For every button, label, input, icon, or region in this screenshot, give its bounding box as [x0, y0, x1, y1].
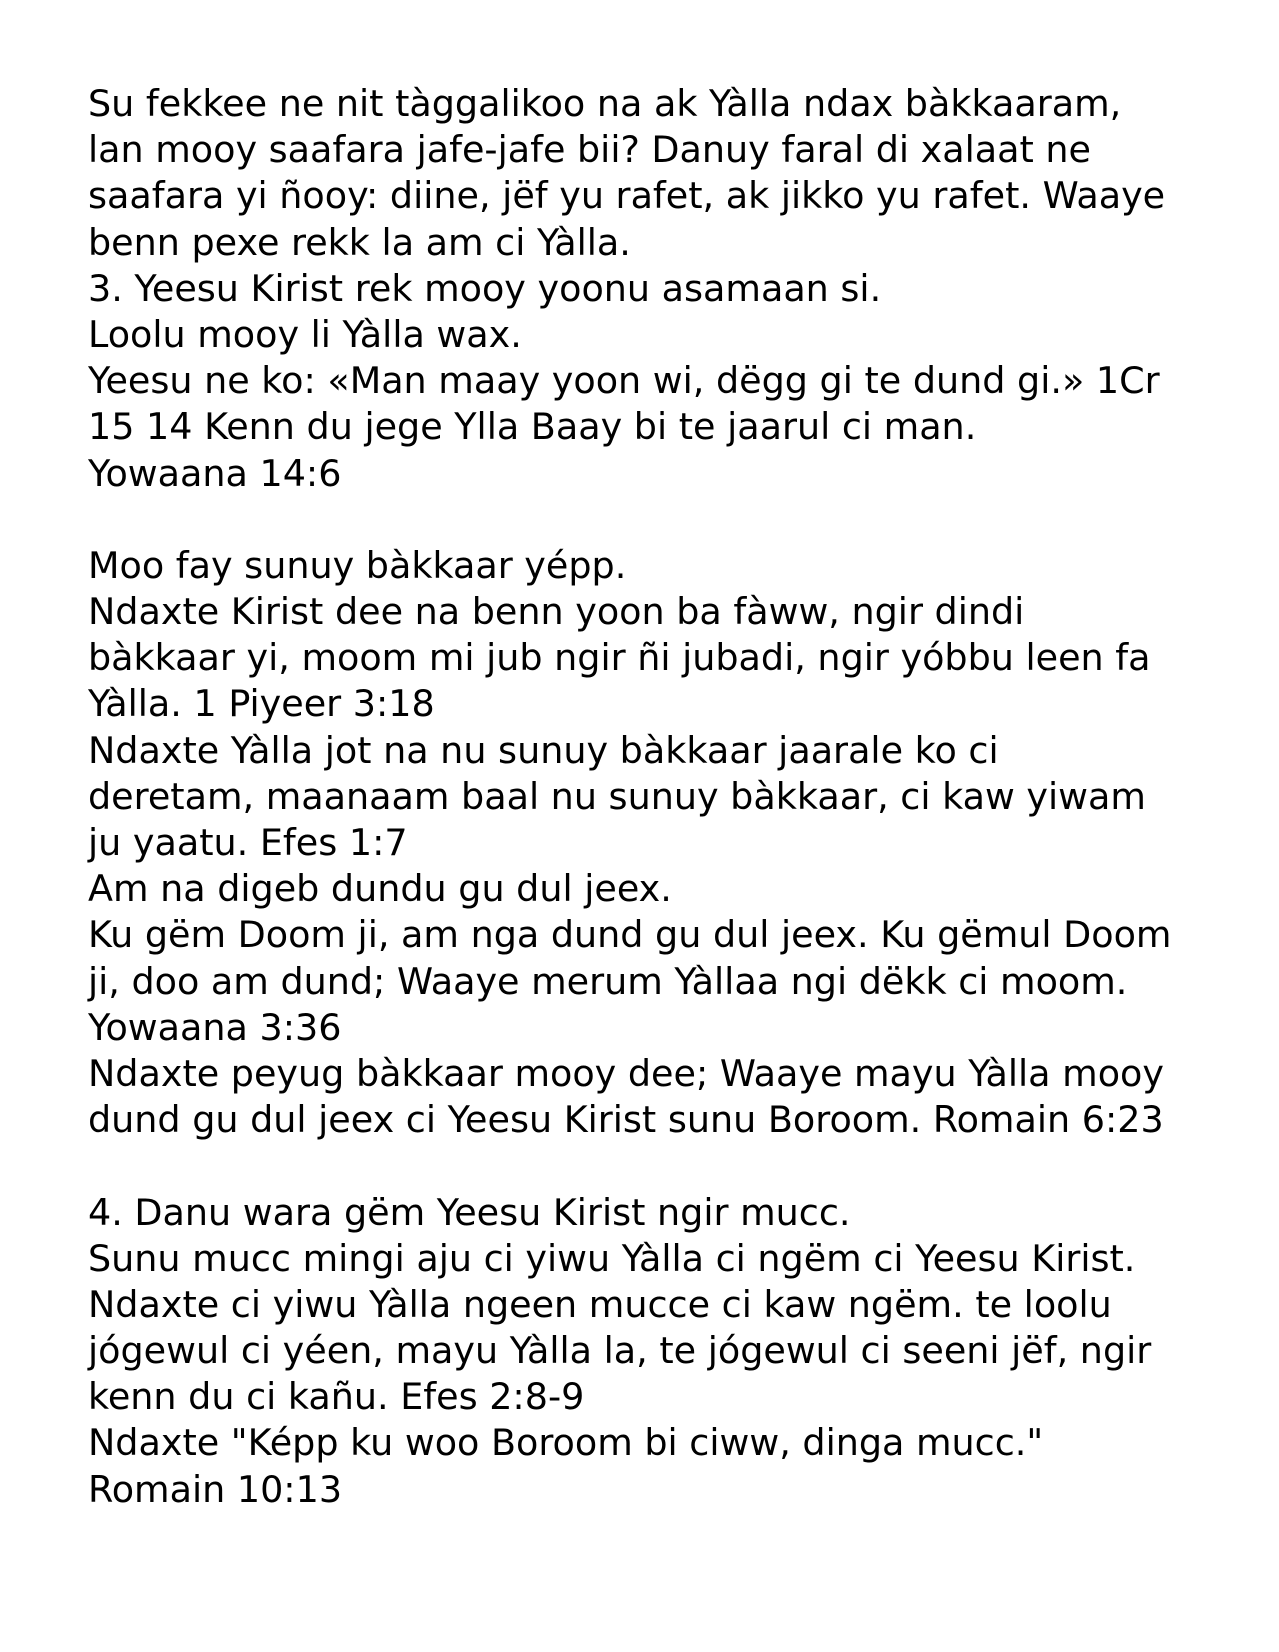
text-line: Su fekkee ne nit tàggalikoo na ak Yàlla ndax bàkkaaram, — [88, 82, 1122, 125]
section-heading: 3. Yeesu Kirist rek mooy yoonu asamaan si. — [88, 266, 882, 310]
text-line: kenn du ci kañu. Efes 2:8-9 — [88, 1375, 585, 1419]
text-line: Ku gëm Doom ji, am nga dund gu dul jeex. Ku gëmul Doom — [88, 913, 1172, 957]
text-line: Ndaxte ci yiwu Yàlla ngeen mucce ci kaw ngëm. te loolu — [88, 1282, 1112, 1326]
text-line: 15 14 Kenn du jege Ylla Baay bi te jaarul ci man. — [88, 405, 977, 449]
text-line: Ndaxte Kirist dee na benn yoon ba fàww, ngir dindi — [88, 590, 1025, 634]
text-line: deretam, maanaam baal nu sunuy bàkkaar, ci kaw yiwam — [88, 774, 1146, 818]
text-line: ji, doo am dund; Waaye merum Yàllaa ngi dëkk ci moom. — [88, 959, 1128, 1003]
text-line: Loolu mooy li Yàlla wax. — [88, 312, 522, 356]
verse-reference: Yowaana 3:36 — [88, 1005, 342, 1049]
section-heading: 4. Danu wara gëm Yeesu Kirist ngir mucc. — [88, 1190, 851, 1234]
text-line: bàkkaar yi, moom mi jub ngir ñi jubadi, ngir yóbbu leen fa — [88, 636, 1151, 680]
blank-line — [88, 497, 1258, 543]
text-line: Sunu mucc mingi aju ci yiwu Yàlla ci ngëm ci Yeesu Kirist. — [88, 1236, 1136, 1280]
text-line: benn pexe rekk la am ci Yàlla. — [88, 220, 631, 264]
text-line: Yeesu ne ko: «Man maay yoon wi, dëgg gi te dund gi.» 1Cr — [88, 359, 1160, 403]
text-line: Ndaxte "Képp ku woo Boroom bi ciww, dinga mucc." — [88, 1421, 1044, 1465]
text-line: saafara yi ñooy: diine, jëf yu rafet, ak jikko yu rafet. Waaye — [88, 174, 1166, 218]
text-line: Ndaxte Yàlla jot na nu sunuy bàkkaar jaarale ko ci — [88, 728, 999, 772]
text-line: Yàlla. 1 Piyeer 3:18 — [88, 682, 435, 726]
text-line: Ndaxte peyug bàkkaar mooy dee; Waaye mayu Yàlla mooy — [88, 1051, 1164, 1095]
blank-line — [88, 1143, 1258, 1189]
text-line: jógewul ci yéen, mayu Yàlla la, te jógewul ci seeni jëf, ngir — [88, 1329, 1152, 1373]
verse-reference: Yowaana 14:6 — [88, 451, 342, 495]
text-line: Am na digeb dundu gu dul jeex. — [88, 867, 672, 911]
text-line: dund gu dul jeex ci Yeesu Kirist sunu Boroom. Romain 6:23 — [88, 1098, 1164, 1142]
text-line: Moo fay sunuy bàkkaar yépp. — [88, 543, 627, 587]
text-line: ju yaatu. Efes 1:7 — [88, 821, 408, 864]
document-page — [88, 81, 1258, 1513]
text-line: lan mooy saafara jafe-jafe bii? Danuy faral di xalaat ne — [88, 128, 1091, 172]
verse-reference: Romain 10:13 — [88, 1467, 343, 1511]
